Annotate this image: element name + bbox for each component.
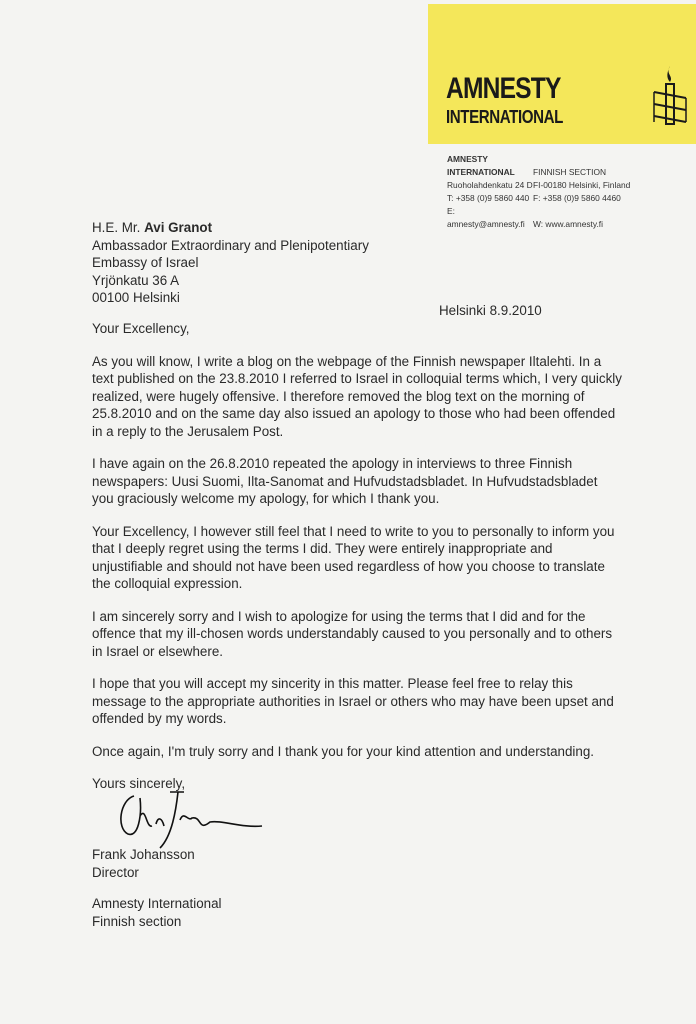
amnesty-logo-block bbox=[428, 4, 696, 144]
paragraph: I hope that you will accept my sincerity in this matter. Please feel free to relay this message to the appropriate authorities in Israel or others who may have been upset and offended by my words. bbox=[92, 676, 614, 726]
letterhead-contact bbox=[447, 153, 630, 231]
contact-fax: F: +358 (0)9 5860 4460 bbox=[533, 193, 621, 203]
logo-wordmark-amnesty: AMNESTY bbox=[446, 72, 561, 105]
recipient-address bbox=[92, 219, 369, 307]
recipient-title: Ambassador Extraordinary and Plenipotentiary bbox=[92, 237, 369, 253]
paragraph: I have again on the 26.8.2010 repeated the apology in interviews to three Finnish newspapers: Uusi Suomi, Ilta-Sanomat and Hufvudstadsbladet. In Hufvudstadsbladet you graciously welcome my apology, for which I thank you. bbox=[92, 456, 598, 506]
handwritten-signature bbox=[112, 776, 272, 856]
letter-date: Helsinki 8.9.2010 bbox=[439, 303, 542, 318]
signer-org-line2: Finnish section bbox=[92, 913, 182, 929]
paragraph: Once again, I'm truly sorry and I thank you for your kind attention and understanding. bbox=[92, 743, 595, 759]
contact-web: W: www.amnesty.fi bbox=[533, 219, 603, 229]
paragraph: Your Excellency, I however still feel that I need to write to you to personally to inform you that I deeply regret using the terms I did. They were entirely inappropriate and unjustifiable and should not have been used regardless of how you choose to translate the colloquial expression. bbox=[92, 523, 615, 591]
candle-barbed-wire-icon bbox=[650, 64, 690, 134]
signer-organization bbox=[92, 895, 222, 930]
contact-phone: T: +358 (0)9 5860 440 bbox=[447, 193, 530, 203]
recipient-name: Avi Granot bbox=[144, 220, 213, 235]
letter-body bbox=[92, 320, 622, 808]
contact-email: E: amnesty@amnesty.fi bbox=[447, 206, 525, 229]
contact-section: FINNISH SECTION bbox=[533, 167, 607, 177]
contact-postcode: FI-00180 Helsinki, Finland bbox=[533, 180, 631, 190]
recipient-street: Yrjönkatu 36 A bbox=[92, 272, 180, 288]
closing: Yours sincerely, bbox=[92, 776, 186, 791]
paragraph: As you will know, I write a blog on the webpage of the Finnish newspaper Iltalehti. In a text published on the 23.8.2010 I referred to Israel in colloquial terms which, I very quickly realized, were hugely offensive. I therefore removed the blog text on the morning of 25.8.2010 and on the same day also issued an apology to those who had been offended in a reply to the Jerusalem Post. bbox=[92, 353, 622, 439]
signer-block bbox=[92, 846, 195, 881]
salutation: Your Excellency, bbox=[92, 321, 190, 336]
logo-wordmark-international: INTERNATIONAL bbox=[446, 107, 563, 127]
signer-name: Frank Johansson bbox=[92, 847, 195, 862]
signer-org-line1: Amnesty International bbox=[92, 896, 222, 911]
paragraph: I am sincerely sorry and I wish to apologize for using the terms that I did and for the offence that my ill-chosen words understandably caused to you personally and to others in Israel or elsewhere. bbox=[92, 608, 613, 659]
recipient-city: 00100 Helsinki bbox=[92, 290, 180, 305]
recipient-org: Embassy of Israel bbox=[92, 255, 199, 270]
recipient-prefix: H.E. Mr. bbox=[92, 220, 145, 235]
contact-org-name: AMNESTY INTERNATIONAL bbox=[447, 154, 515, 177]
signer-role: Director bbox=[92, 864, 139, 880]
contact-street: Ruoholahdenkatu 24 D bbox=[447, 180, 533, 190]
